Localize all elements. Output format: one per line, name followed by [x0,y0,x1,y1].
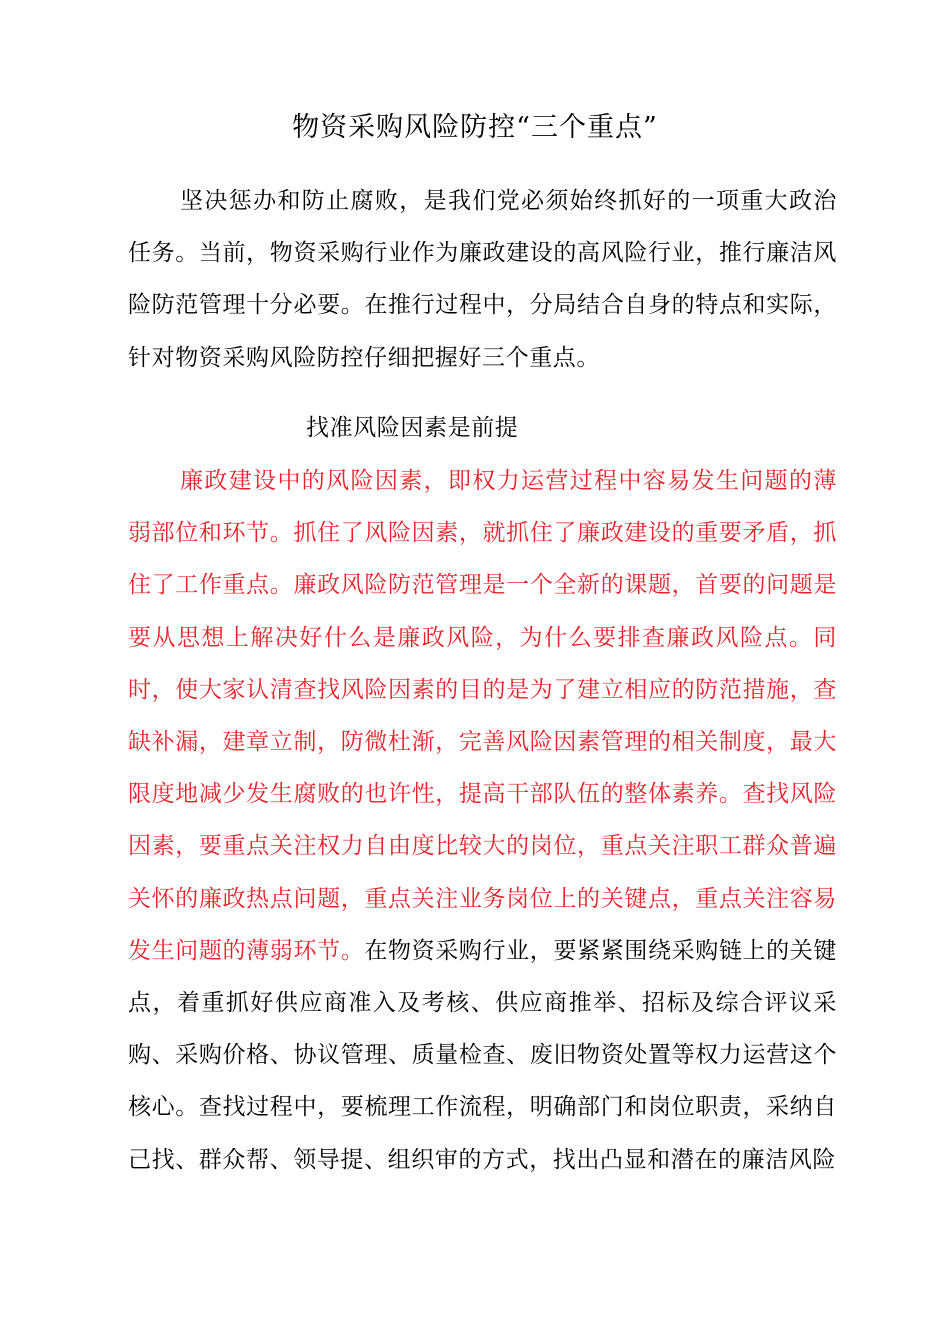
section-heading: 找准风险因素是前提 [306,415,519,441]
highlighted-text: 廉政建设中的风险因素，即权力运营过程中容易发生问题的薄弱部位和环节。抓住了风险因素，就抓住了廉政建设的重要矛盾，抓住了工作重点。廉政风险防范管理是一个全新的课题，首要的问题是要从思想上解决好什么是廉政风险，为什么要排查廉政风险点。同时，使大家认清查找风险因素的目的是为了建立相应的防范措施，查缺补漏，建章立制，防微杜渐，完善风险因素管理的相关制度，最大限度地减少发生腐败的也许性，提高干部队伍的整体素养。查找风险因素，要重点关注权力自由度比较大的岗位，重点关注职工群众普遍关怀的廉政热点问题，重点关注业务岗位上的关键点，重点关注容易发生问题的薄弱环节。 [128,468,837,964]
body-text: 在物资采购行业，要紧紧围绕采购链上的关键点，着重抓好供应商准入及考核、供应商推举、招标及综合评议采购、采购价格、协议管理、质量检查、废旧物资处置等权力运营这个核心。查找过程中，要梳理工作流程，明确部门和岗位职责，采纳自己找、群众帮、领导提、组织审的方式，找出凸显和潜在的廉洁风险 [128,937,838,1173]
intro-paragraph: 坚决惩办和防止腐败，是我们党必须始终抓好的一项重大政治任务。当前，物资采购行业作为廉政建设的高风险行业，推行廉洁风险防范管理十分必要。在推行过程中，分局结合自身的特点和实际，针对物资采购风险防控仔细把握好三个重点。 [128,188,837,371]
section-body-paragraph [128,455,837,1186]
document-title: 物资采购风险防控“三个重点” [292,112,658,143]
